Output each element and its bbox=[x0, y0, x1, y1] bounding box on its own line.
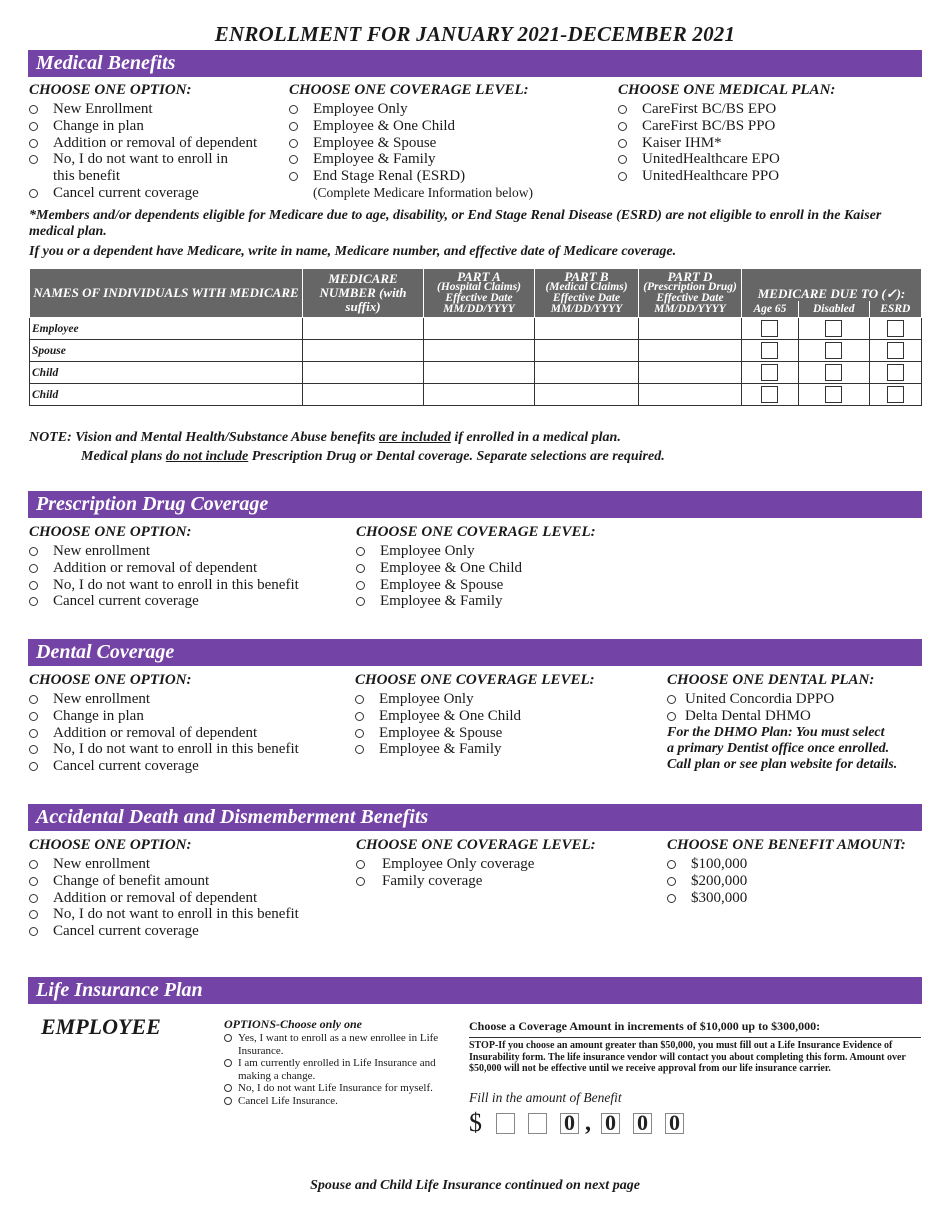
add-option-cancel[interactable]: Cancel current coverage bbox=[29, 923, 299, 940]
medicare-number-cell[interactable] bbox=[303, 362, 424, 384]
amount-digit-fixed: 0 bbox=[560, 1113, 579, 1134]
radio-circle-icon[interactable] bbox=[355, 695, 364, 704]
radio-circle-icon[interactable] bbox=[29, 894, 38, 903]
medical-option-change[interactable]: Change in plan bbox=[29, 118, 257, 135]
medicare-number-cell[interactable] bbox=[303, 318, 424, 340]
life-amount-heading: Choose a Coverage Amount in increments of $10,000 up to $300,000: bbox=[469, 1019, 921, 1038]
radio-circle-icon[interactable] bbox=[29, 927, 38, 936]
radio-circle-icon[interactable] bbox=[29, 910, 38, 919]
disabled-checkbox[interactable] bbox=[825, 364, 842, 381]
add-amount-100k[interactable]: $100,000 bbox=[667, 856, 906, 873]
disabled-cell bbox=[798, 384, 869, 406]
radio-circle-icon[interactable] bbox=[29, 597, 38, 606]
partd-date-cell[interactable] bbox=[639, 362, 742, 384]
radio-circle-icon[interactable] bbox=[667, 860, 676, 869]
radio-circle-icon[interactable] bbox=[29, 155, 38, 164]
dental-option-new[interactable]: New enrollment bbox=[29, 691, 299, 708]
radio-circle-icon[interactable] bbox=[289, 172, 298, 181]
add-section-bar: Accidental Death and Dismemberment Benefits bbox=[28, 804, 922, 831]
radio-circle-icon[interactable] bbox=[289, 139, 298, 148]
life-stop-note: STOP-If you choose an amount greater than $50,000, you must fill out a Life Insurance Evidence of Insurability form. The life insurance vendor will contact you about completing this form. Amount over $50,000 will not be effective until we receive approval from our life insurance carrier. bbox=[469, 1040, 906, 1074]
age65-checkbox[interactable] bbox=[761, 342, 778, 359]
col-partb-header: PART B (Medical Claims) Effective Date MM/DD/YYYY bbox=[535, 269, 639, 318]
row-label: Child bbox=[30, 362, 303, 384]
medical-level-esrd[interactable]: End Stage Renal (ESRD) bbox=[289, 168, 533, 185]
esrd-cell bbox=[869, 384, 921, 406]
medical-plan-carefirst-epo[interactable]: CareFirst BC/BS EPO bbox=[618, 101, 835, 118]
radio-circle-icon[interactable] bbox=[289, 155, 298, 164]
dental-level-employee[interactable]: Employee Only bbox=[355, 691, 595, 708]
radio-circle-icon[interactable] bbox=[618, 172, 627, 181]
radio-circle-icon[interactable] bbox=[29, 745, 38, 754]
col-names-header: NAMES OF INDIVIDUALS WITH MEDICARE bbox=[30, 269, 303, 318]
add-option-decline[interactable]: No, I do not want to enroll in this benefit bbox=[29, 906, 299, 923]
radio-circle-icon[interactable] bbox=[355, 745, 364, 754]
page-title: ENROLLMENT FOR JANUARY 2021-DECEMBER 2021 bbox=[214, 22, 736, 46]
medicare-number-cell[interactable] bbox=[303, 340, 424, 362]
add-level-group bbox=[356, 837, 596, 890]
radio-circle-icon[interactable] bbox=[29, 762, 38, 771]
row-label: Child bbox=[30, 384, 303, 406]
dental-section-bar: Dental Coverage bbox=[28, 639, 922, 666]
dental-option-cancel[interactable]: Cancel current coverage bbox=[29, 758, 299, 775]
life-option-new-cont: Insurance. bbox=[238, 1044, 284, 1057]
medical-plan-group bbox=[618, 82, 835, 185]
age65-checkbox[interactable] bbox=[761, 320, 778, 337]
amount-comma: , bbox=[585, 1109, 591, 1136]
add-amount-group bbox=[667, 837, 906, 906]
add-level-family[interactable]: Family coverage bbox=[356, 873, 596, 890]
age65-cell bbox=[742, 318, 799, 340]
life-option-change-cont: making a change. bbox=[238, 1069, 316, 1082]
medical-plan-uhc-epo[interactable]: UnitedHealthcare EPO bbox=[618, 151, 835, 168]
col-due-header: MEDICARE DUE TO (✓): bbox=[742, 269, 922, 302]
rx-section-bar: Prescription Drug Coverage bbox=[28, 491, 922, 518]
rx-option-cancel[interactable]: Cancel current coverage bbox=[29, 593, 299, 610]
radio-circle-icon[interactable] bbox=[29, 860, 38, 869]
rx-option-heading: CHOOSE ONE OPTION: bbox=[29, 524, 192, 540]
medical-plan-carefirst-ppo[interactable]: CareFirst BC/BS PPO bbox=[618, 118, 835, 135]
life-option-change[interactable]: I am currently enrolled in Life Insurance and bbox=[224, 1057, 444, 1070]
row-label: Spouse bbox=[30, 340, 303, 362]
row-label: Employee bbox=[30, 318, 303, 340]
dental-plan-delta[interactable]: Delta Dental DHMO bbox=[667, 708, 897, 725]
dhmo-note-line-1: For the DHMO Plan: You must select bbox=[667, 724, 885, 740]
life-option-decline[interactable]: No, I do not want Life Insurance for myself. bbox=[224, 1082, 444, 1095]
radio-circle-icon[interactable] bbox=[224, 1034, 232, 1042]
radio-circle-icon[interactable] bbox=[29, 695, 38, 704]
rx-level-one-child[interactable]: Employee & One Child bbox=[356, 560, 596, 577]
add-option-new[interactable]: New enrollment bbox=[29, 856, 299, 873]
amount-digit-box[interactable] bbox=[496, 1113, 515, 1134]
radio-circle-icon[interactable] bbox=[29, 729, 38, 738]
col-esrd-header: ESRD bbox=[869, 301, 921, 317]
esrd-checkbox[interactable] bbox=[887, 320, 904, 337]
radio-circle-icon[interactable] bbox=[356, 877, 365, 886]
radio-circle-icon[interactable] bbox=[356, 581, 365, 590]
dental-level-one-child[interactable]: Employee & One Child bbox=[355, 708, 595, 725]
esrd-cell bbox=[869, 340, 921, 362]
add-option-dependent[interactable]: Addition or removal of dependent bbox=[29, 890, 299, 907]
table-row bbox=[30, 362, 922, 384]
dental-option-change[interactable]: Change in plan bbox=[29, 708, 299, 725]
parta-date-cell[interactable] bbox=[424, 362, 535, 384]
benefit-amount-field bbox=[469, 1108, 693, 1138]
partd-date-cell[interactable] bbox=[639, 384, 742, 406]
table-row bbox=[30, 340, 922, 362]
rx-level-heading: CHOOSE ONE COVERAGE LEVEL: bbox=[356, 524, 596, 540]
medical-option-decline[interactable]: No, I do not want to enroll in bbox=[29, 151, 257, 168]
partb-date-cell[interactable] bbox=[535, 362, 639, 384]
medical-level-heading: CHOOSE ONE COVERAGE LEVEL: bbox=[289, 82, 529, 98]
age65-cell bbox=[742, 384, 799, 406]
disabled-cell bbox=[798, 318, 869, 340]
radio-circle-icon[interactable] bbox=[667, 695, 676, 704]
dental-level-family[interactable]: Employee & Family bbox=[355, 741, 595, 758]
dollar-sign: $ bbox=[469, 1108, 482, 1137]
medical-option-heading: CHOOSE ONE OPTION: bbox=[29, 82, 192, 98]
medicare-number-cell[interactable] bbox=[303, 384, 424, 406]
medicare-instructions: If you or a dependent have Medicare, write in name, Medicare number, and effective date of Medicare coverage. bbox=[29, 244, 677, 259]
dental-level-group bbox=[355, 672, 595, 758]
footer-continued-note: Spouse and Child Life Insurance continued on next page bbox=[310, 1178, 640, 1193]
life-options-group bbox=[224, 1017, 444, 1107]
dental-plan-united-concordia[interactable]: United Concordia DPPO bbox=[667, 691, 897, 708]
col-number-header: MEDICARE NUMBER (with suffix) bbox=[303, 269, 424, 318]
radio-circle-icon[interactable] bbox=[667, 877, 676, 886]
employee-label: EMPLOYEE bbox=[41, 1014, 161, 1039]
dental-plan-heading: CHOOSE ONE DENTAL PLAN: bbox=[667, 672, 875, 688]
table-row bbox=[30, 384, 922, 406]
radio-circle-icon[interactable] bbox=[224, 1059, 232, 1067]
col-partd-header: PART D (Prescription Drug) Effective Date MM/DD/YYYY bbox=[639, 269, 742, 318]
radio-circle-icon[interactable] bbox=[29, 122, 38, 131]
radio-circle-icon[interactable] bbox=[224, 1097, 232, 1105]
kaiser-medicare-note: *Members and/or dependents eligible for Medicare due to age, disability, or End Stage Renal Disease (ESRD) are not eligible to enroll in the Kaiser medical plan. bbox=[29, 208, 882, 239]
radio-circle-icon[interactable] bbox=[356, 564, 365, 573]
medical-plan-kaiser[interactable]: Kaiser IHM* bbox=[618, 135, 835, 152]
radio-circle-icon[interactable] bbox=[356, 547, 365, 556]
medicare-table bbox=[29, 268, 922, 406]
add-amount-300k[interactable]: $300,000 bbox=[667, 890, 906, 907]
radio-circle-icon[interactable] bbox=[355, 712, 364, 721]
vision-note: NOTE: Vision and Mental Health/Substance Abuse benefits are included if enrolled in a medical plan. bbox=[29, 430, 621, 445]
life-section-bar: Life Insurance Plan bbox=[28, 977, 922, 1004]
esrd-cell bbox=[869, 318, 921, 340]
parta-date-cell[interactable] bbox=[424, 340, 535, 362]
radio-circle-icon[interactable] bbox=[224, 1084, 232, 1092]
rx-level-family[interactable]: Employee & Family bbox=[356, 593, 596, 610]
partb-date-cell[interactable] bbox=[535, 384, 639, 406]
disabled-cell bbox=[798, 362, 869, 384]
dhmo-note-line-3: Call plan or see plan website for details. bbox=[667, 756, 898, 772]
col-disabled-header: Disabled bbox=[798, 301, 869, 317]
amount-digit-box[interactable] bbox=[528, 1113, 547, 1134]
radio-circle-icon[interactable] bbox=[618, 105, 627, 114]
medical-level-family[interactable]: Employee & Family bbox=[289, 151, 533, 168]
esrd-checkbox[interactable] bbox=[887, 342, 904, 359]
partb-date-cell[interactable] bbox=[535, 318, 639, 340]
life-option-new[interactable]: Yes, I want to enroll as a new enrollee in Life bbox=[224, 1032, 444, 1045]
partb-date-cell[interactable] bbox=[535, 340, 639, 362]
add-option-group bbox=[29, 837, 299, 940]
age65-checkbox[interactable] bbox=[761, 386, 778, 403]
partd-date-cell[interactable] bbox=[639, 340, 742, 362]
medical-level-group bbox=[289, 82, 533, 202]
dental-option-decline[interactable]: No, I do not want to enroll in this benefit bbox=[29, 741, 299, 758]
medical-exclusion-note: Medical plans do not include Prescription Drug or Dental coverage. Separate selections are required. bbox=[81, 449, 665, 464]
dental-option-heading: CHOOSE ONE OPTION: bbox=[29, 672, 192, 688]
add-level-heading: CHOOSE ONE COVERAGE LEVEL: bbox=[356, 837, 596, 853]
radio-circle-icon[interactable] bbox=[355, 729, 364, 738]
medical-level-one-child[interactable]: Employee & One Child bbox=[289, 118, 533, 135]
medical-plan-uhc-ppo[interactable]: UnitedHealthcare PPO bbox=[618, 168, 835, 185]
rx-level-spouse[interactable]: Employee & Spouse bbox=[356, 577, 596, 594]
age65-cell bbox=[742, 340, 799, 362]
medical-option-cancel[interactable]: Cancel current coverage bbox=[29, 185, 257, 202]
medical-option-decline-cont: this benefit bbox=[53, 168, 121, 185]
radio-circle-icon[interactable] bbox=[29, 139, 38, 148]
medical-section-bar: Medical Benefits bbox=[28, 50, 922, 77]
dental-option-group bbox=[29, 672, 299, 775]
dental-level-spouse[interactable]: Employee & Spouse bbox=[355, 725, 595, 742]
esrd-cell bbox=[869, 362, 921, 384]
amount-digit-fixed: 0 bbox=[601, 1113, 620, 1134]
radio-circle-icon[interactable] bbox=[618, 139, 627, 148]
add-level-employee[interactable]: Employee Only coverage bbox=[356, 856, 596, 873]
rx-option-decline[interactable]: No, I do not want to enroll in this benefit bbox=[29, 577, 299, 594]
radio-circle-icon[interactable] bbox=[356, 597, 365, 606]
medical-level-esrd-note: (Complete Medicare Information below) bbox=[313, 184, 534, 200]
parta-date-cell[interactable] bbox=[424, 384, 535, 406]
radio-circle-icon[interactable] bbox=[667, 712, 676, 721]
disabled-cell bbox=[798, 340, 869, 362]
age65-cell bbox=[742, 362, 799, 384]
add-amount-heading: CHOOSE ONE BENEFIT AMOUNT: bbox=[667, 837, 906, 853]
add-amount-200k[interactable]: $200,000 bbox=[667, 873, 906, 890]
add-option-change[interactable]: Change of benefit amount bbox=[29, 873, 299, 890]
radio-circle-icon[interactable] bbox=[667, 894, 676, 903]
medical-level-spouse[interactable]: Employee & Spouse bbox=[289, 135, 533, 152]
radio-circle-icon[interactable] bbox=[29, 877, 38, 886]
medical-option-new[interactable]: New Enrollment bbox=[29, 101, 257, 118]
life-option-cancel[interactable]: Cancel Life Insurance. bbox=[224, 1095, 444, 1108]
rx-option-group bbox=[29, 524, 299, 610]
fill-amount-label: Fill in the amount of Benefit bbox=[469, 1090, 622, 1105]
medical-plan-heading: CHOOSE ONE MEDICAL PLAN: bbox=[618, 82, 836, 98]
col-age-header: Age 65 bbox=[742, 301, 799, 317]
parta-date-cell[interactable] bbox=[424, 318, 535, 340]
rx-level-employee[interactable]: Employee Only bbox=[356, 543, 596, 560]
disabled-checkbox[interactable] bbox=[825, 320, 842, 337]
medical-option-dependent[interactable]: Addition or removal of dependent bbox=[29, 135, 257, 152]
esrd-checkbox[interactable] bbox=[887, 364, 904, 381]
radio-circle-icon[interactable] bbox=[29, 712, 38, 721]
dental-option-dependent[interactable]: Addition or removal of dependent bbox=[29, 725, 299, 742]
age65-checkbox[interactable] bbox=[761, 364, 778, 381]
life-options-heading: OPTIONS-Choose only one bbox=[224, 1017, 363, 1031]
table-row bbox=[30, 318, 922, 340]
amount-digit-fixed: 0 bbox=[665, 1113, 684, 1134]
rx-option-new[interactable]: New enrollment bbox=[29, 543, 299, 560]
rx-option-dependent[interactable]: Addition or removal of dependent bbox=[29, 560, 299, 577]
rx-level-group bbox=[356, 524, 596, 610]
radio-circle-icon[interactable] bbox=[289, 105, 298, 114]
radio-circle-icon[interactable] bbox=[618, 122, 627, 131]
add-option-heading: CHOOSE ONE OPTION: bbox=[29, 837, 192, 853]
dhmo-note-line-2: a primary Dentist office once enrolled. bbox=[667, 740, 890, 756]
disabled-checkbox[interactable] bbox=[825, 342, 842, 359]
radio-circle-icon[interactable] bbox=[29, 581, 38, 590]
radio-circle-icon[interactable] bbox=[356, 860, 365, 869]
amount-digit-fixed: 0 bbox=[633, 1113, 652, 1134]
radio-circle-icon[interactable] bbox=[29, 105, 38, 114]
medical-option-group bbox=[29, 82, 257, 202]
radio-circle-icon[interactable] bbox=[618, 155, 627, 164]
radio-circle-icon[interactable] bbox=[29, 547, 38, 556]
dental-plan-group bbox=[667, 672, 897, 773]
disabled-checkbox[interactable] bbox=[825, 386, 842, 403]
partd-date-cell[interactable] bbox=[639, 318, 742, 340]
medical-level-employee[interactable]: Employee Only bbox=[289, 101, 533, 118]
radio-circle-icon[interactable] bbox=[289, 122, 298, 131]
dental-level-heading: CHOOSE ONE COVERAGE LEVEL: bbox=[355, 672, 595, 688]
esrd-checkbox[interactable] bbox=[887, 386, 904, 403]
radio-circle-icon[interactable] bbox=[29, 189, 38, 198]
col-parta-header: PART A (Hospital Claims) Effective Date MM/DD/YYYY bbox=[424, 269, 535, 318]
radio-circle-icon[interactable] bbox=[29, 564, 38, 573]
